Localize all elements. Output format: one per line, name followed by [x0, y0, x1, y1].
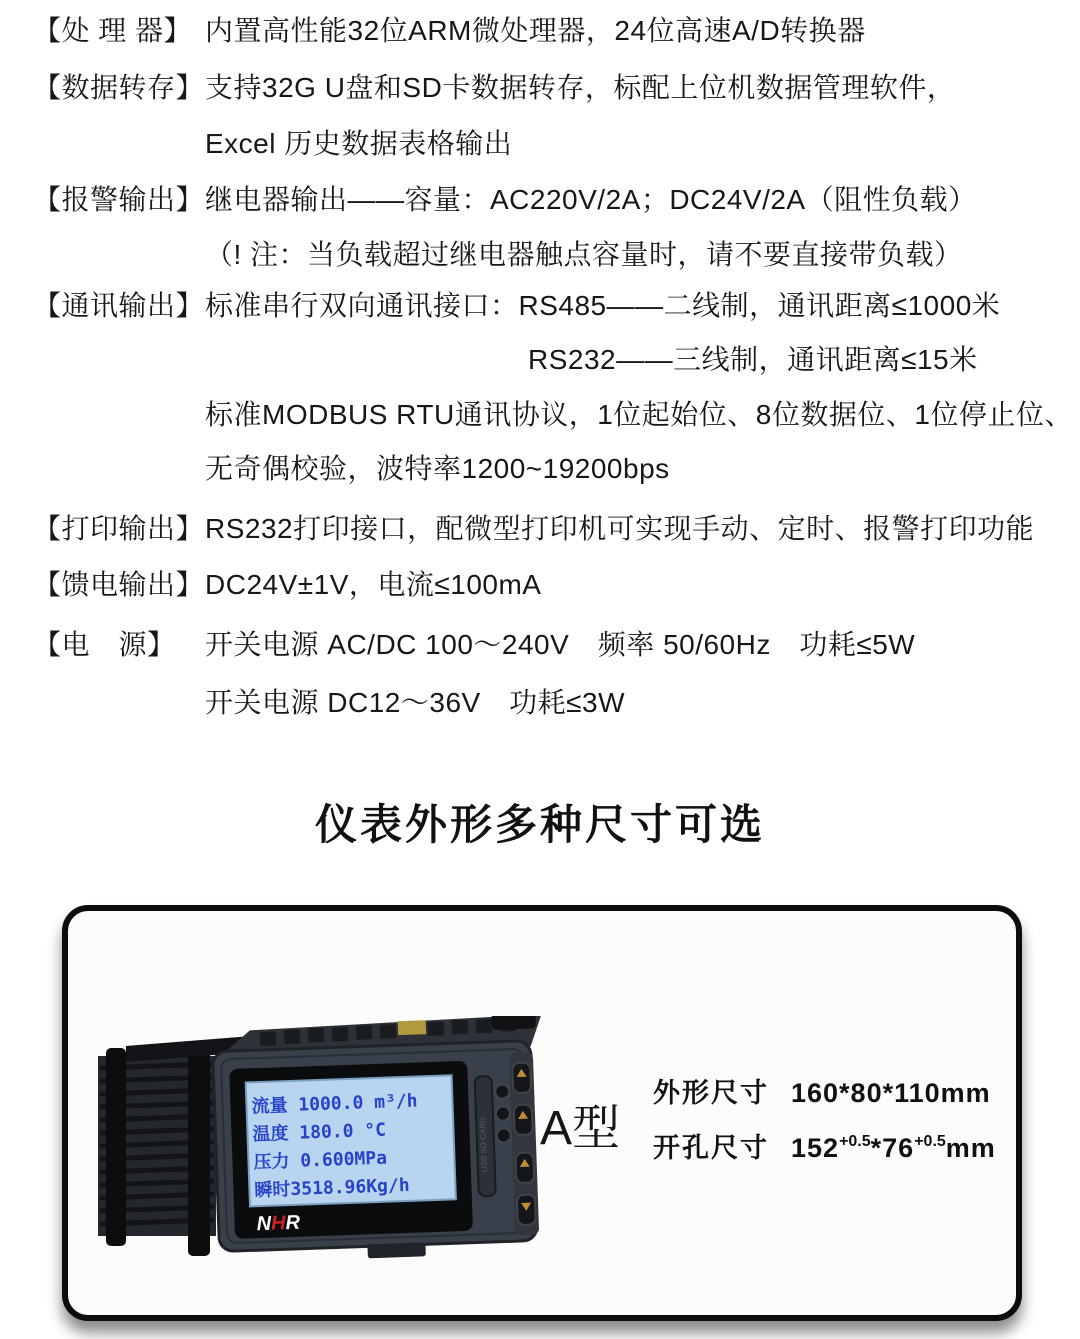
spec-text: 支持32G U盘和SD卡数据转存，标配上位机数据管理软件， — [205, 72, 956, 103]
lcd-row-flow: 流量 1000.0 m³/h — [251, 1090, 418, 1118]
spec-text: 标准串行双向通讯接口：RS485——二线制，通讯距离≤1000米 — [205, 290, 1001, 321]
spec-text: 无奇偶校验，波特率1200~19200bps — [205, 453, 670, 484]
usb-sd-slot-label: USB SD-CARD — [478, 1116, 489, 1173]
spec-label: 【电 源】 — [33, 629, 176, 660]
spec-row-data-transfer-2 — [33, 127, 512, 161]
lcd-row-temp: 温度 180.0 °C — [252, 1119, 387, 1146]
spec-row-alarm-note — [33, 238, 963, 272]
spec-text: 继电器输出——容量：AC220V/2A；DC24V/2A（阻性负载） — [205, 184, 977, 215]
spec-label: 【处 理 器】 — [33, 15, 193, 46]
dimension-value: $152^{+0.5}*76^{+0.5}mm$ — [791, 1133, 996, 1163]
model-label: A型 — [540, 1102, 621, 1155]
spec-text: DC24V±1V，电流≤100mA — [205, 569, 542, 600]
section-title: 仪表外形多种尺寸可选 — [314, 801, 765, 848]
spec-label: 【馈电输出】 — [33, 569, 205, 600]
round-buttons — [495, 1084, 511, 1142]
spec-row-power-2 — [33, 686, 625, 720]
spec-text: Excel 历史数据表格输出 — [205, 128, 513, 159]
spec-label: 【数据转存】 — [33, 72, 205, 103]
spec-row-power — [33, 628, 915, 662]
lcd-row-instant: 瞬时3518.96Kg/h — [254, 1174, 410, 1202]
spec-text: （! 注：当负载超过继电器触点容量时，请不要直接带负载） — [205, 239, 963, 270]
spec-row-processor — [33, 14, 866, 48]
spec-row-comm-output — [33, 289, 1000, 323]
lcd-row-pressure: 压力 0.600MPa — [253, 1147, 388, 1174]
dimension-value: 160*80*110mm — [791, 1078, 991, 1108]
spec-text: 开关电源 DC12～36V 功耗≤3W — [205, 687, 626, 718]
spec-label: 【报警输出】 — [33, 184, 205, 215]
dimensions-block — [653, 1071, 996, 1181]
spec-label: 【打印输出】 — [33, 513, 205, 544]
spec-row-rs232 — [33, 343, 978, 377]
spec-row-baud — [33, 452, 670, 486]
device-image — [96, 1016, 556, 1271]
spec-text: RS232打印接口，配微型打印机可实现手动、定时、报警打印功能 — [205, 513, 1035, 544]
outer-dimension-row — [653, 1071, 996, 1110]
dimension-name: 外形尺寸 — [653, 1078, 769, 1108]
device-top-label — [398, 1020, 426, 1035]
spec-text: RS232——三线制，通讯距离≤15米 — [528, 344, 978, 375]
spec-text: 内置高性能32位ARM微处理器，24位高速A/D转换器 — [205, 15, 866, 46]
spec-row-print-output — [33, 512, 1034, 546]
spec-label: 【通讯输出】 — [33, 290, 205, 321]
spec-row-data-transfer — [33, 71, 955, 105]
spec-text: 开关电源 AC/DC 100～240V 频率 50/60Hz 功耗≤5W — [205, 629, 916, 660]
product-card — [62, 905, 1022, 1321]
spec-text: 标准MODBUS RTU通讯协议，1位起始位、8位数据位、1位停止位、 — [205, 399, 1073, 430]
dimension-name: 开孔尺寸 — [653, 1133, 769, 1163]
spec-row-feed-output — [33, 568, 541, 602]
cutout-dimension-row — [653, 1126, 996, 1165]
spec-row-modbus — [33, 398, 1073, 432]
spec-row-alarm-output — [33, 183, 977, 217]
brand-logo: NHR — [256, 1211, 301, 1236]
device-front — [212, 1016, 550, 1264]
